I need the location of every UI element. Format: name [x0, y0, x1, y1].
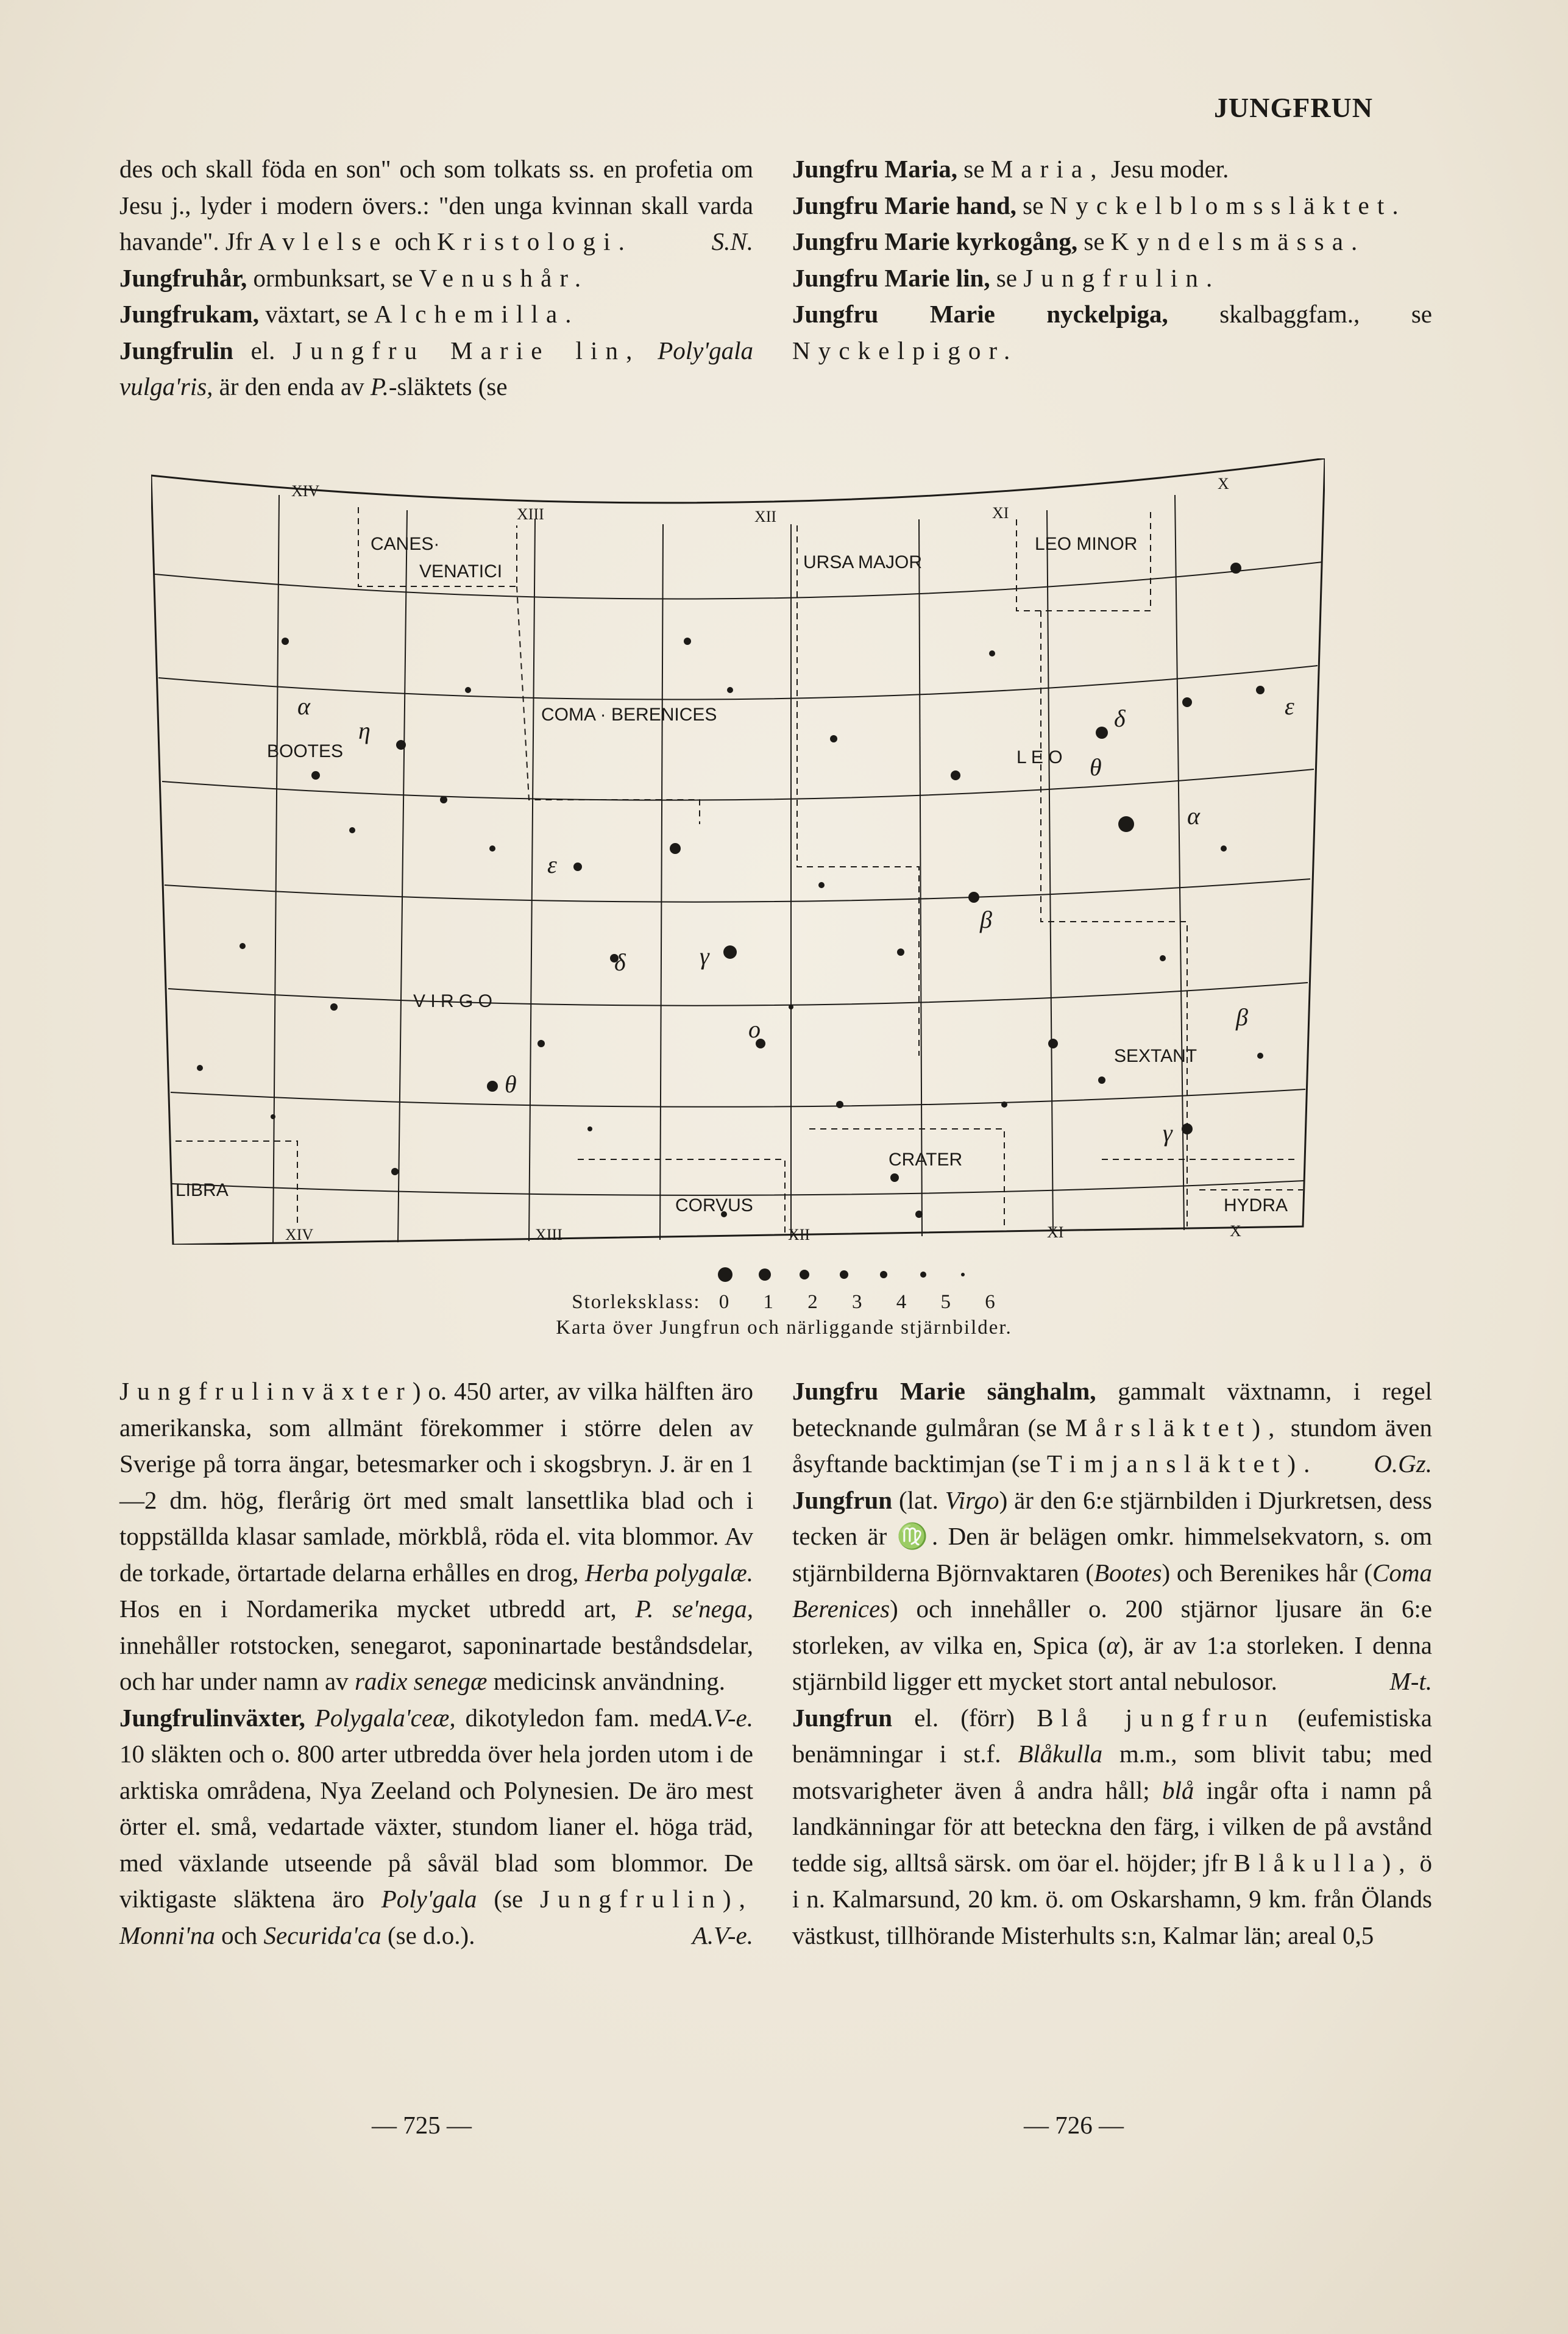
- cross-reference: Jungfrulin),: [540, 1885, 753, 1913]
- text: se: [1077, 227, 1111, 255]
- text: ) o. 450 arter, av vilka hälften äro amerikanska, som allmänt förekommer i större delen av Sverige på torra ängar, betesmarker och i skogsbryn. J. är en 1—2 dm. hög, flerårig ört med smalt lansettlika blad och i toppställda klasar samlade, mörkblå, röda el. vita blommor. Av de torkade, örtartade delarna erhålles en drog,: [119, 1377, 753, 1587]
- text: (eufemistiska benämningar i st.f.: [792, 1703, 1432, 1768]
- map-caption: Karta över Jungfrun och närliggande stjärnbilder.: [556, 1317, 1012, 1339]
- cross-reference: Timjansläktet).: [1046, 1450, 1318, 1478]
- italic-word: blå: [1162, 1776, 1194, 1804]
- text: ormbunksart, se: [247, 263, 419, 292]
- latin-abbrev: P.: [370, 372, 389, 400]
- top-right-column: [792, 151, 1432, 369]
- page-number-right: — 726 —: [1024, 2111, 1124, 2139]
- headword: Jungfru Marie nyckelpiga,: [792, 300, 1168, 328]
- magnitude-scale: [0, 1291, 1568, 1314]
- label-libra: LIBRA: [176, 1180, 229, 1200]
- text: dikotyledon fam. med 10 släkten och o. 800 arter utbredda över hela jorden utom i de arktiska områdena, Nya Zeeland och Polynesien. De äro mest örter el. små, vedartade växter, stundom lianer el. höga träd, med växlande utseende på såväl blad som blommor. De viktigaste släktena äro: [119, 1703, 753, 1913]
- text: ) och Berenikes hår (: [1162, 1558, 1373, 1587]
- scale-value: 6: [985, 1291, 996, 1313]
- text: Jesu moder.: [1104, 155, 1229, 183]
- headword: Jungfrukam,: [119, 300, 259, 328]
- cross-reference: Avlelse: [258, 227, 389, 255]
- star-label: α: [1187, 802, 1200, 830]
- latin-name: Poly'gala vulga'ris,: [119, 336, 753, 400]
- text: se: [1016, 191, 1050, 219]
- scale-label: Storleksklass:: [572, 1291, 701, 1313]
- text: (se d.o.).: [381, 1921, 475, 1949]
- paragraph: [119, 151, 753, 260]
- entry-jungfru-marie-hand: [792, 188, 1432, 224]
- headword: Jungfru Maria,: [792, 155, 958, 183]
- running-head: JUNGFRUN: [1214, 92, 1373, 123]
- text: el. (förr): [892, 1703, 1037, 1732]
- author-signature: A.V-e.: [692, 1703, 753, 1732]
- hour-label: XIII: [535, 1226, 562, 1243]
- magnitude-dots: [713, 1265, 987, 1284]
- text: är den enda av: [213, 372, 371, 400]
- star-label: θ: [1090, 753, 1102, 781]
- scale-value: 0: [718, 1291, 731, 1313]
- entry-jungfrulin: [119, 333, 753, 405]
- headword: Jungfrun: [792, 1485, 893, 1514]
- label-canes-venatici: CANES·: [371, 534, 440, 554]
- headword: Jungfruhår,: [119, 263, 247, 292]
- star-label: δ: [1114, 705, 1126, 732]
- cross-reference: Mårsläktet),: [1065, 1413, 1283, 1442]
- star-symbol: α: [1106, 1631, 1119, 1659]
- stars: [197, 563, 1265, 1218]
- text: ), är av 1:a storleken. I denna stjärnbild ligger ett mycket stort antal nebulosor.: [792, 1631, 1432, 1695]
- star-label: θ: [505, 1070, 517, 1098]
- text: stundom även åsyftande backtimjan (se: [792, 1413, 1432, 1478]
- latin-name: Polygala'ceæ,: [305, 1703, 456, 1732]
- text: Hos en i Nordamerika mycket utbredd art,: [119, 1595, 636, 1623]
- star-label: ε: [547, 851, 557, 878]
- cross-reference: Jungfrulin.: [1023, 263, 1221, 292]
- label-hydra: HYDRA: [1224, 1195, 1288, 1215]
- hour-label: XII: [754, 508, 777, 525]
- headword: Jungfru Marie hand,: [792, 191, 1016, 219]
- bottom-left-column: [119, 1373, 753, 1954]
- text: ) är den 6:e stjärnbilden i Djurkretsen, dess tecken är ♍. Den är belägen omkr. himmelsekvatorn, s. om stjärnbilderna Björnvaktaren (: [792, 1485, 1432, 1587]
- star-label: ε: [1285, 692, 1294, 720]
- headword: Jungfru Marie sänghalm,: [792, 1377, 1096, 1405]
- headword: Jungfrulin: [119, 336, 233, 365]
- entry-jungfru-marie-sanghalm: [792, 1373, 1432, 1482]
- star-label: β: [1236, 1003, 1248, 1031]
- hour-label: XI: [992, 504, 1009, 522]
- top-left-column: [119, 151, 753, 405]
- scale-value: 5: [940, 1291, 953, 1313]
- text: -släktets (se: [388, 372, 508, 400]
- hour-label: XIV: [291, 482, 320, 500]
- text: se: [990, 263, 1024, 292]
- latin-name: Monni'na: [119, 1921, 215, 1949]
- star-label: β: [980, 906, 992, 933]
- headword: Jungfrulinväxter,: [119, 1703, 305, 1732]
- label-leo-minor: LEO MINOR: [1035, 534, 1138, 554]
- scale-value: 1: [763, 1291, 775, 1313]
- text: skalbaggfam., se: [1168, 300, 1432, 328]
- author-signature: A.V-e.: [692, 1921, 753, 1949]
- latin-name: Poly'gala: [381, 1885, 477, 1913]
- label-canes-venatici-2: VENATICI: [419, 561, 503, 582]
- text: se: [957, 155, 991, 183]
- text: (lat.: [892, 1485, 945, 1514]
- text: växtart, se: [258, 300, 374, 328]
- entry-jungfru-marie-kyrkogang: [792, 224, 1432, 260]
- cross-reference: Nyckelpigor.: [792, 336, 1018, 365]
- entry-jungfruhar: [119, 260, 753, 297]
- cross-reference: Venushår.: [419, 263, 589, 292]
- entry-jungfru-maria: [792, 151, 1432, 188]
- cross-reference: Alchemilla.: [374, 300, 580, 328]
- text: ö i n. Kalmarsund, 20 km. ö. om Oskarshamn, 9 km. från Ölands västkust, tillhörande Misterhults s:n, Kalmar län; areal 0,5: [792, 1848, 1432, 1949]
- latin-name: Herba polygalæ.: [585, 1558, 753, 1587]
- latin-name: Securida'ca: [263, 1921, 381, 1949]
- star-map: [151, 458, 1325, 1245]
- text: des och skall föda en son" och som tolkats ss. en profetia om Jesu j., lyder i modern övers.: "den unga kvinnan skall varda havande". Jfr: [119, 155, 753, 255]
- text: och: [388, 227, 438, 255]
- entry-jungfru-marie-lin: [792, 260, 1432, 297]
- label-leo: L E O: [1016, 747, 1063, 767]
- headword: Jungfru Marie kyrkogång,: [792, 227, 1078, 255]
- entry-jungfrulinvaxter: [119, 1700, 753, 1954]
- text: innehåller rotstocken, senegarot, saponinartade beståndsdelar, och har under namn av: [119, 1631, 753, 1695]
- scale-value: 4: [896, 1291, 908, 1313]
- spaced-name: Jungfru Marie lin,: [293, 336, 640, 365]
- text: el.: [233, 336, 293, 365]
- hour-label: XI: [1047, 1223, 1064, 1241]
- star-label: γ: [1163, 1119, 1172, 1147]
- star-label: α: [297, 692, 310, 720]
- text: ) och innehåller o. 200 stjärnor ljusare än 6:e storleken, av vilka en, Spica (: [792, 1595, 1432, 1659]
- spaced-name: Blå jungfrun: [1037, 1703, 1275, 1732]
- latin-name: radix senegæ: [354, 1667, 488, 1695]
- label-ursa-major: URSA MAJOR: [803, 552, 923, 572]
- text: och: [215, 1921, 264, 1949]
- text: medicinsk användning.: [487, 1667, 725, 1695]
- label-crater: CRATER: [889, 1150, 963, 1170]
- label-bootes: BOOTES: [267, 741, 344, 761]
- latin-name: P. se'nega,: [635, 1595, 753, 1623]
- hour-label: X: [1218, 475, 1229, 493]
- hour-label: XII: [788, 1226, 811, 1243]
- author-signature: S.N.: [711, 227, 753, 255]
- hour-label: X: [1230, 1222, 1241, 1240]
- entry-jungfrukam: [119, 296, 753, 333]
- scale-value: 2: [807, 1291, 819, 1313]
- label-sextant: SEXTANT: [1114, 1046, 1197, 1066]
- text: (se: [477, 1885, 541, 1913]
- cross-reference: Maria,: [990, 155, 1105, 183]
- scale-value: 3: [852, 1291, 864, 1313]
- headword: Jungfrun: [792, 1703, 893, 1732]
- text: ingår ofta i namn på landkänningar för att beteckna den färg, i vilken de på avstånd tedde sig, alltså särsk. om öar el. höjder; jfr: [792, 1776, 1432, 1877]
- hour-label: XIV: [285, 1226, 314, 1243]
- entry-jungfru-marie-nyckelpiga: [792, 296, 1432, 369]
- label-coma-berenices: COMA · BERENICES: [541, 705, 717, 725]
- label-virgo: V I R G O: [413, 991, 493, 1011]
- label-corvus: CORVUS: [675, 1195, 753, 1215]
- cross-reference: Blåkulla),: [1233, 1848, 1413, 1877]
- star-label: η: [358, 717, 371, 744]
- latin-name: Virgo: [945, 1485, 999, 1514]
- bottom-right-column: [792, 1373, 1432, 1954]
- text: gammalt växtnamn, i regel betecknande gulmåran (se: [792, 1377, 1432, 1442]
- author-signature: O.Gz.: [1374, 1450, 1432, 1478]
- entry-jungfrun-virgo: [792, 1482, 1432, 1700]
- headword: Jungfru Marie lin,: [792, 263, 990, 292]
- star-label: δ: [614, 948, 626, 976]
- cross-reference: Kristologi.: [437, 227, 633, 255]
- cross-reference: Jungfrulinväxter: [119, 1377, 413, 1405]
- author-signature: M-t.: [1389, 1667, 1432, 1695]
- text: m.m., som blivit tabu; med motsvarigheter även å andra håll;: [792, 1740, 1433, 1804]
- latin-name: Bootes: [1093, 1558, 1162, 1587]
- hour-label: XIII: [517, 505, 544, 523]
- cross-reference: Nyckelblomssläktet.: [1049, 191, 1407, 219]
- star-label: γ: [700, 942, 709, 970]
- cross-reference: Kyndelsmässa.: [1110, 227, 1366, 255]
- latin-name: Coma Berenices: [792, 1558, 1432, 1623]
- entry-jungfrun-island: [792, 1700, 1432, 1954]
- map-frame: [151, 458, 1325, 1245]
- page-number-left: — 725 —: [372, 2111, 472, 2139]
- star-label: ο: [748, 1016, 761, 1043]
- italic-word: Blåkulla: [1018, 1740, 1103, 1768]
